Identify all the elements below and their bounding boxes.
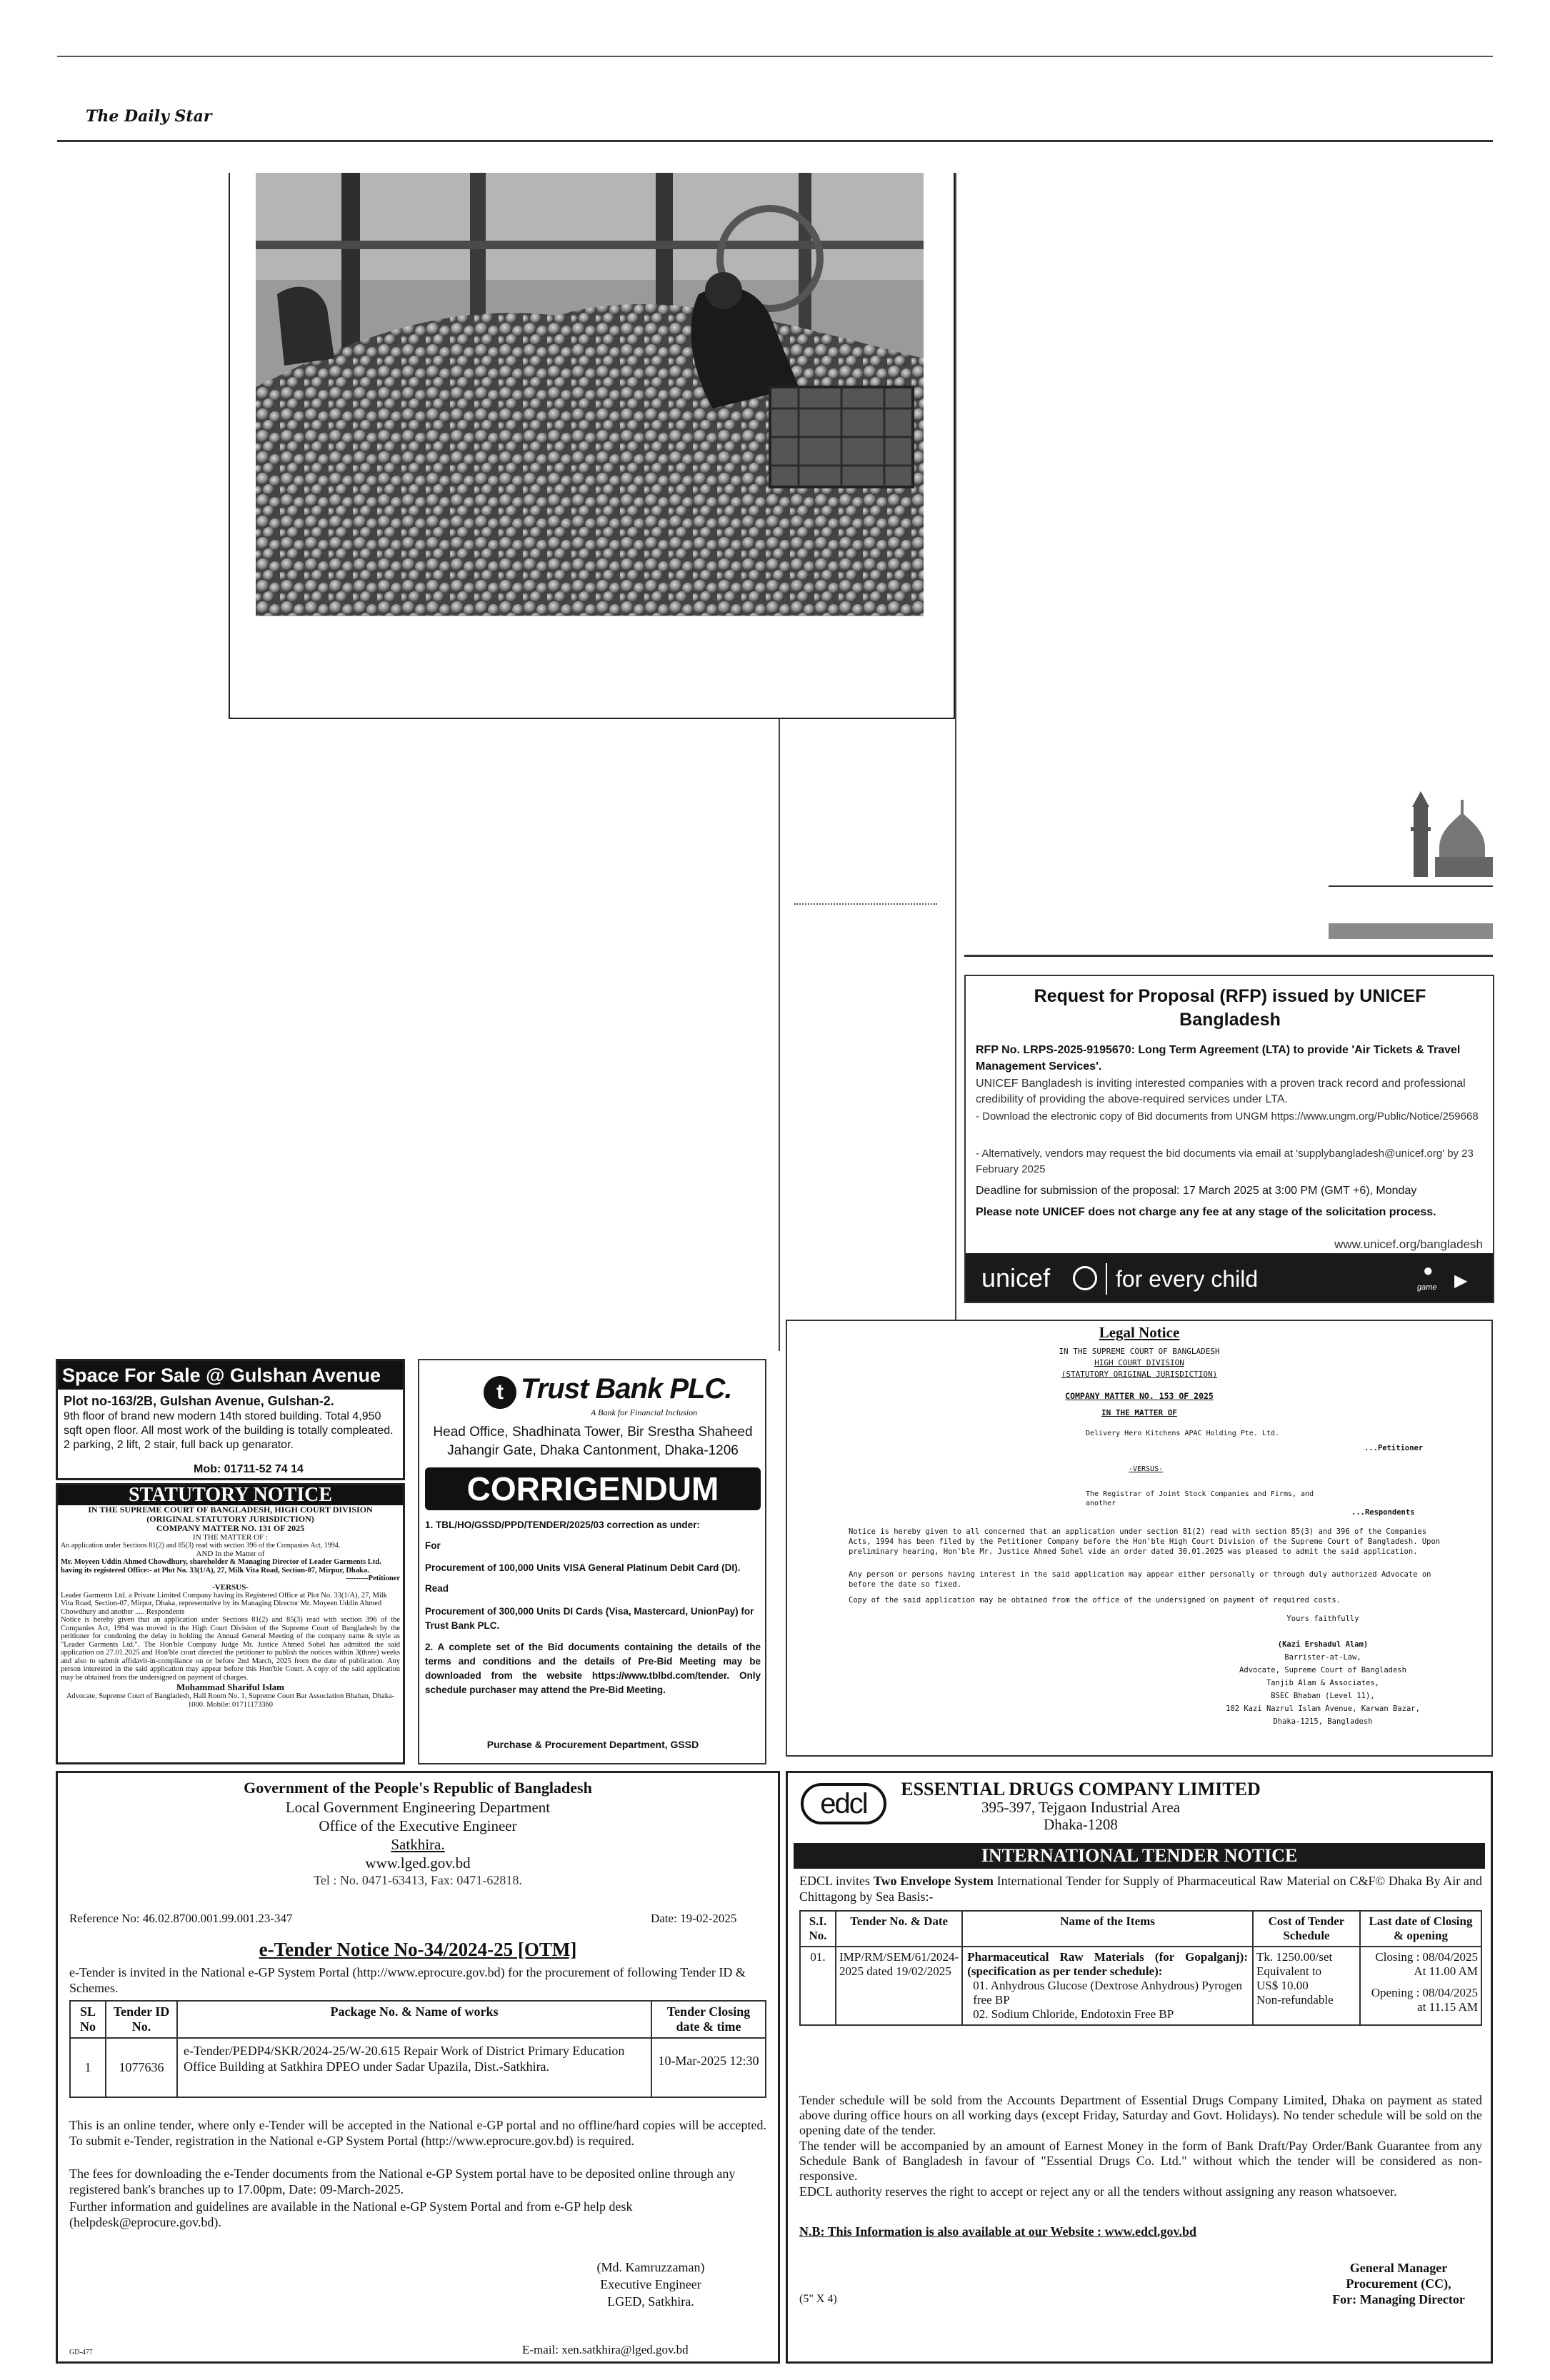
legal-notice (786, 1320, 1493, 1757)
edcl-address: 395-397, Tejgaon Industrial Area (981, 1799, 1181, 1816)
table-header: Package No. & Name of works (177, 2001, 651, 2038)
edcl-p2: The tender will be accompanied by an amount of Earnest Money in the form of Bank Draft/Pay Order/Bank Guarantee from any Schedule Bank of Bangladesh in favour of "Essential Drugs Co. Ltd." without which the tender will be considered as non-responsive. (799, 2139, 1482, 2183)
rule (1329, 885, 1493, 887)
edcl-item: 02. Sodium Chloride, Endotoxin Free BP (973, 2007, 1174, 2021)
table-header: Name of the Items (962, 1911, 1253, 1947)
table-cell (962, 1947, 1253, 2025)
edcl-p3: EDCL authority reserves the right to accept or reject any or all the tenders without assigning any reason whatsoever. (799, 2184, 1397, 2199)
space-sale-ad (56, 1359, 405, 1480)
mosque-icon (1411, 791, 1493, 877)
table-cell: 01. (800, 1947, 836, 2025)
trust-bank-name: Trust Bank PLC. (521, 1373, 732, 1405)
edcl-cost: Non-refundable (1256, 1993, 1334, 2007)
corrigendum-banner: CORRIGENDUM (425, 1467, 761, 1510)
divider (1106, 1263, 1107, 1295)
table-cell: e-Tender/PEDP4/SKR/2024-25/W-20.615 Repair Work of District Primary Education Office Building at Satkhira DPEO under Sadar Upazila, Dist.-Satkhira. (177, 2038, 651, 2097)
space-plot: Plot no-163/2B, Gulshan Avenue, Gulshan-2. (64, 1394, 334, 1408)
table-header: Tender Closing date & time (651, 2001, 766, 2038)
trust-bank-tagline: A Bank for Financial Inclusion (591, 1407, 698, 1417)
edcl-logo: edcl (801, 1783, 886, 1824)
corrigendum-read-text: Procurement of 300,000 Units DI Cards (Visa, Mastercard, UnionPay) for Trust Bank PLC. (425, 1606, 754, 1631)
rfp-bullet: - Download the electronic copy of Bid documents from UNGM https://www.ungm.org/Public/Notice/259668 (976, 1110, 1479, 1123)
legal-sig-line: Tanjib Alam & Associates, (1266, 1679, 1380, 1687)
lged-office: Office of the Executive Engineer (319, 1817, 517, 1834)
table-cell: 10-Mar-2025 12:30 (651, 2038, 766, 2097)
edcl-item: 01. Anhydrous Glucose (Dextrose Anhydrous) Pyrogen free BP (973, 1979, 1242, 2007)
table-header-row (800, 1911, 1481, 1947)
legal-sig-line: Dhaka-1215, Bangladesh (1273, 1717, 1373, 1726)
legal-respondents: ...Respondents (1351, 1508, 1415, 1517)
unicef-slogan: for every child (1116, 1266, 1259, 1292)
lged-date: Date: 19-02-2025 (651, 1912, 737, 1925)
column-rule (779, 719, 780, 1351)
statutory-matter: COMPANY MATTER NO. 131 OF 2025 (156, 1523, 305, 1533)
lged-p3: Further information and guidelines are available in the National e-GP System Portal and from e-GP help desk (helpdesk@eprocure.gov.bd). (69, 2199, 633, 2229)
table-header: SL No (70, 2001, 106, 2038)
legal-versus: -VERSUS- (1129, 1465, 1164, 1473)
legal-title: Legal Notice (1099, 1324, 1180, 1341)
edcl-opening: Opening : 08/04/2025 at 11.15 AM (1371, 1986, 1478, 2014)
legal-para2: Any person or persons having interest in the said application may appear either personally or through duly authorized Advocate on before the date so fixed. (849, 1570, 1431, 1589)
edcl-cost: Equivalent to (1256, 1964, 1322, 1978)
legal-para1: Notice is hereby given to all concerned that an application under section 81(2) read with section 85(3) and 396 of the Companies Acts, 1994 has been filed by the Petitioner Company before the Hon'ble High Court Division of the Supreme Court of Bangladesh. Upon preliminary hearing, Hon'ble Mr. Justice Ahmed Sohel vide an order dated 30.01.2025 was pleased to admit the said application. (849, 1527, 1441, 1556)
table-header: S.I. No. (800, 1911, 836, 1947)
lged-p2: The fees for downloading the e-Tender documents from the National e-GP System portal have to be deposited online through any registered bank's branches up to 17.00pm, Date: 09-March-2025. (69, 2166, 736, 2196)
column-rule (955, 173, 956, 1351)
legal-yours: Yours faithfully (1286, 1615, 1359, 1623)
rfp-bullet-text: Alternatively, vendors may request the bid documents via email at 'supplybangladesh@unicef.org' by 23 February 2025 (976, 1148, 1474, 1175)
lged-tel: Tel : No. 0471-63413, Fax: 0471-62818. (314, 1873, 522, 1887)
tomato-market-photo (256, 173, 924, 616)
lged-sig-line: Executive Engineer (600, 2277, 701, 2291)
statutory-notice-text: Notice is hereby given that an application under Sections 81(2) and 85(3) read with section 396 of the Companies Act, 1994 was moved in the High Court Division of the Supreme Court of Bangladesh by the petitioner for condoning the delay in holding the Annual General Meeting of the company name & style as "Leader Garments Ltd.". The Hon'ble Company Judge Mr. Justice Ahmed Sohel has admitted the said application on 27.01.2025 and Hon'ble court directed the petitioner to publish the notices within 3(three) weeks and also to submit affidavit-in-compliance on or before 2nd March, 2025 from the date of publication. Any person interested in the said application may appear before this Hon'ble Court. A copy of the said application may be obtained from the undersigned on payment of charges. (61, 1616, 400, 1682)
statutory-petitioner-label: ---------Petitioner (346, 1575, 400, 1582)
table-row (70, 2038, 766, 2097)
legal-in-matter: IN THE MATTER OF (1101, 1408, 1177, 1417)
legal-petitioner: ...Petitioner (1364, 1444, 1424, 1452)
legal-matter: COMPANY MATTER NO. 153 OF 2025 (1065, 1391, 1214, 1401)
space-body: 9th floor of brand new modern 14th stored building. Total 4,950 sqft open floor. All most work of the building is totally compleated. 2 parking, 2 lift, 2 stair, full back up genarator. (64, 1410, 394, 1451)
corrigendum-read: Read (425, 1583, 449, 1594)
rfp-intro: UNICEF Bangladesh is inviting interested companies with a proven track record and professional credibility of providing the above-required services under LTA. (976, 1078, 1466, 1105)
edcl-name: ESSENTIAL DRUGS COMPANY LIMITED (901, 1779, 1261, 1799)
statutory-notice (56, 1483, 405, 1764)
legal-sig-line: Barrister-at-Law, (1284, 1653, 1361, 1662)
grey-bar (1329, 923, 1493, 939)
edcl-items-title: Pharmaceutical Raw Materials (for Gopalganj): (specification as per tender schedule): (967, 1950, 1248, 1978)
rfp-title: Request for Proposal (RFP) issued by UNICEF Bangladesh (1034, 986, 1426, 1030)
table-cell: 1 (70, 2038, 106, 2097)
edcl-intro-b: Two Envelope System (873, 1874, 994, 1888)
edcl-address: Dhaka-1208 (1044, 1816, 1118, 1833)
statutory-jurisdiction: (ORIGINAL STATUTORY JURISDICTION) (146, 1514, 314, 1524)
trust-bank-corrigendum (418, 1359, 766, 1764)
edcl-banner: INTERNATIONAL TENDER NOTICE (794, 1843, 1485, 1869)
table-header-row (70, 2001, 766, 2038)
lged-etender-notice (56, 1771, 780, 2364)
legal-sig-name: (Kazi Ershadul Alam) (1277, 1640, 1369, 1649)
legal-court: IN THE SUPREME COURT OF BANGLADESH (1059, 1347, 1220, 1356)
edcl-sig-line: Procurement (CC), (1346, 2276, 1451, 2291)
unicef-logo: unicef (981, 1263, 1051, 1292)
globe-icon (1073, 1266, 1097, 1290)
table-cell: IMP/RM/SEM/61/2024-2025 dated 19/02/2025 (836, 1947, 962, 2025)
game-logo: game (1417, 1283, 1437, 1292)
lged-sig-line: LGED, Satkhira. (607, 2294, 694, 2309)
edcl-tender-table (799, 1910, 1482, 2026)
edcl-intro-a: EDCL invites (799, 1874, 871, 1888)
legal-para3: Copy of the said application may be obtained from the office of the undersigned on payment of required costs. (849, 1596, 1341, 1605)
lged-p1: This is an online tender, where only e-Tender will be accepted in the National e-GP portal and no offline/hard copies will be accepted. To submit e-Tender, registration in the National e-GP System Portal (http://www.eprocure.gov.bd) is required. (69, 2118, 766, 2148)
rfp-number: RFP No. LRPS-2025-9195670: Long Term Agreement (LTA) to provide 'Air Tickets & Travel Management Services'. (976, 1044, 1461, 1073)
legal-sig-line: BSEC Bhaban (Level 11), (1271, 1692, 1375, 1700)
lged-dept: Local Government Engineering Department (285, 1799, 551, 1816)
edcl-intro (799, 1873, 1482, 1904)
top-rule (57, 56, 1493, 57)
play-icon: ▶ (1454, 1272, 1468, 1290)
trust-bank-address: Head Office, Shadhinata Tower, Bir Srestha Shaheed Jahangir Gate, Dhaka Cantonment, Dhaka-1206 (433, 1425, 753, 1458)
statutory-respondent: Leader Garments Ltd. a Private Limited Company having its Registered Office at Plot No. 33(1/A), 27, Milk Vita Road, Section-07, Mirpur, Dhaka, representative by its Managing Director Mr. Moyeen Uddin Ahmed Chowdhury and another ..... Respondents (61, 1591, 388, 1616)
lged-intro: e-Tender is invited in the National e-GP System Portal (http://www.eprocure.gov.bd) for the procurement of following Tender ID & Schemes. (69, 1965, 746, 1995)
statutory-signatory: Mohammad Shariful Islam (176, 1682, 284, 1692)
lged-sig-line: (Md. Kamruzzaman) (596, 2260, 705, 2274)
lged-ref: Reference No: 46.02.8700.001.99.001.23-347 (69, 1912, 293, 1925)
edcl-signature (1309, 2260, 1488, 2307)
edcl-nb: N.B: This Information is also available at our Website : www.edcl.gov.bd (799, 2224, 1197, 2239)
rfp-bullet-text: Download the electronic copy of Bid documents from UNGM https://www.ungm.org/Public/Notice/259668 (982, 1110, 1479, 1123)
corrigendum-item1: 1. TBL/HO/GSSD/PPD/TENDER/2025/03 correction as under: (425, 1520, 700, 1530)
edcl-tender-notice (786, 1771, 1493, 2364)
legal-court: HIGH COURT DIVISION (1094, 1358, 1184, 1367)
legal-party1: Delivery Hero Kitchens APAC Holding Pte. Ltd. (1086, 1430, 1279, 1437)
statutory-and-matter: AND In the Matter of (196, 1550, 265, 1558)
header-rule (57, 140, 1493, 142)
lged-title: e-Tender Notice No-34/2024-25 [OTM] (259, 1939, 577, 1960)
table-cell (1360, 1947, 1481, 2025)
lged-web[interactable]: www.lged.gov.bd (365, 1854, 471, 1872)
edcl-intro-c: International Tender for Supply of Pharmaceutical Raw Material on C&F© Dhaka By Air and Chittagong by Sea Basis:- (799, 1874, 1483, 1904)
rfp-deadline: Deadline for submission of the proposal: 17 March 2025 at 3:00 PM (GMT +6), Monday (976, 1185, 1417, 1197)
edcl-sig-line: For: Managing Director (1332, 2292, 1465, 2306)
statutory-versus: -VERSUS- (212, 1582, 249, 1592)
rfp-url[interactable]: www.unicef.org/bangladesh (1334, 1237, 1483, 1251)
apple-icon: ● (1423, 1262, 1434, 1280)
corrigendum-for: For (425, 1540, 441, 1551)
unicef-logo-bar (966, 1253, 1494, 1303)
lged-district: Satkhira. (391, 1836, 445, 1853)
edcl-p1: Tender schedule will be sold from the Accounts Department of Essential Drugs Company Limited, Dhaka on payment as stated above during office hours on all working days (except Friday, Saturday and Govt. Holidays). No tender schedule will be sold on the opening date of the tender. (799, 2093, 1482, 2137)
rfp-bullet: - Alternatively, vendors may request the bid documents via email at 'supplybangladesh@unicef.org' by 23 February 2025 (976, 1148, 1474, 1175)
lged-email[interactable]: E-mail: xen.satkhira@lged.gov.bd (522, 2343, 689, 2356)
statutory-application: An application under Sections 81(2) and 85(3) read with section 396 of the Companies Act, 1994. (61, 1542, 341, 1550)
statutory-petitioner-text: Mr. Moyeen Uddin Ahmed Chowdhury, shareholder & Managing Director of Leader Garments Ltd. having its registered Office:- at Plot No. 33(1/A), 27, Milk Vita Road, Section-07, Mirpur, Dhaka. (61, 1558, 381, 1575)
edcl-cost: US$ 10.00 (1256, 1979, 1309, 1992)
lged-tender-table (69, 2000, 766, 2098)
trust-bank-logo-icon: t (484, 1376, 516, 1409)
legal-sig-line: 102 Kazi Nazrul Islam Avenue, Karwan Bazar, (1226, 1704, 1420, 1713)
statutory-court: IN THE SUPREME COURT OF BANGLADESH, HIGH COURT DIVISION (88, 1505, 373, 1515)
statutory-sig-line: Advocate, Supreme Court of Bangladesh, Hall Room No. 1, Supreme Court Bar Association Bhaban, Dhaka-1000. Mobile: 01711173360 (66, 1692, 395, 1709)
unicef-rfp-ad (964, 975, 1494, 1303)
corrigendum-footer: Purchase & Procurement Department, GSSD (486, 1739, 699, 1750)
corrigendum-for-text: Procurement of 100,000 Units VISA General Platinum Debit Card (DI). (425, 1562, 741, 1573)
table-header: Tender No. & Date (836, 1911, 962, 1947)
legal-sig-line: Advocate, Supreme Court of Bangladesh (1239, 1666, 1406, 1674)
table-cell (1253, 1947, 1360, 2025)
table-header: Cost of Tender Schedule (1253, 1911, 1360, 1947)
corrigendum-item2: 2. A complete set of the Bid documents containing the details of the terms and conditions and the details of Pre-Bid Meeting may be downloaded from the website https://www.tblbd.com/tender. Only schedule purchaser may attend the Pre-Bid Meeting. (425, 1642, 761, 1695)
legal-court: (STATUTORY ORIGINAL JURISDICTION) (1061, 1370, 1218, 1379)
dotted-rule (794, 903, 937, 905)
masthead-logo: The Daily Star (86, 107, 212, 126)
statutory-title: STATUTORY NOTICE (58, 1485, 403, 1505)
rule (964, 955, 1493, 957)
table-header: Tender ID No. (106, 2001, 177, 2038)
legal-party2: The Registrar of Joint Stock Companies and Firms, and another (1086, 1490, 1314, 1507)
table-row (800, 1947, 1481, 2025)
edcl-sig-line: General Manager (1349, 2261, 1448, 2275)
edcl-cost: Tk. 1250.00/set (1256, 1950, 1333, 1964)
edcl-closing: Closing : 08/04/2025 At 11.00 AM (1375, 1950, 1478, 1978)
edcl-size: (5" X 4) (799, 2293, 837, 2305)
space-mobile: Mob: 01711-52 74 14 (194, 1463, 304, 1475)
lged-code: GD-477 (69, 2349, 93, 2356)
rfp-note: Please note UNICEF does not charge any fee at any stage of the solicitation process. (976, 1206, 1436, 1218)
lged-gov: Government of the People's Republic of Bangladesh (244, 1779, 592, 1797)
legal-signature (1166, 1612, 1480, 1728)
table-cell: 1077636 (106, 2038, 177, 2097)
table-header: Last date of Closing & opening (1360, 1911, 1481, 1947)
space-title: Space For Sale @ Gulshan Avenue (58, 1361, 403, 1390)
lged-signature (544, 2259, 758, 2310)
statutory-in-matter: IN THE MATTER OF : (193, 1533, 268, 1542)
